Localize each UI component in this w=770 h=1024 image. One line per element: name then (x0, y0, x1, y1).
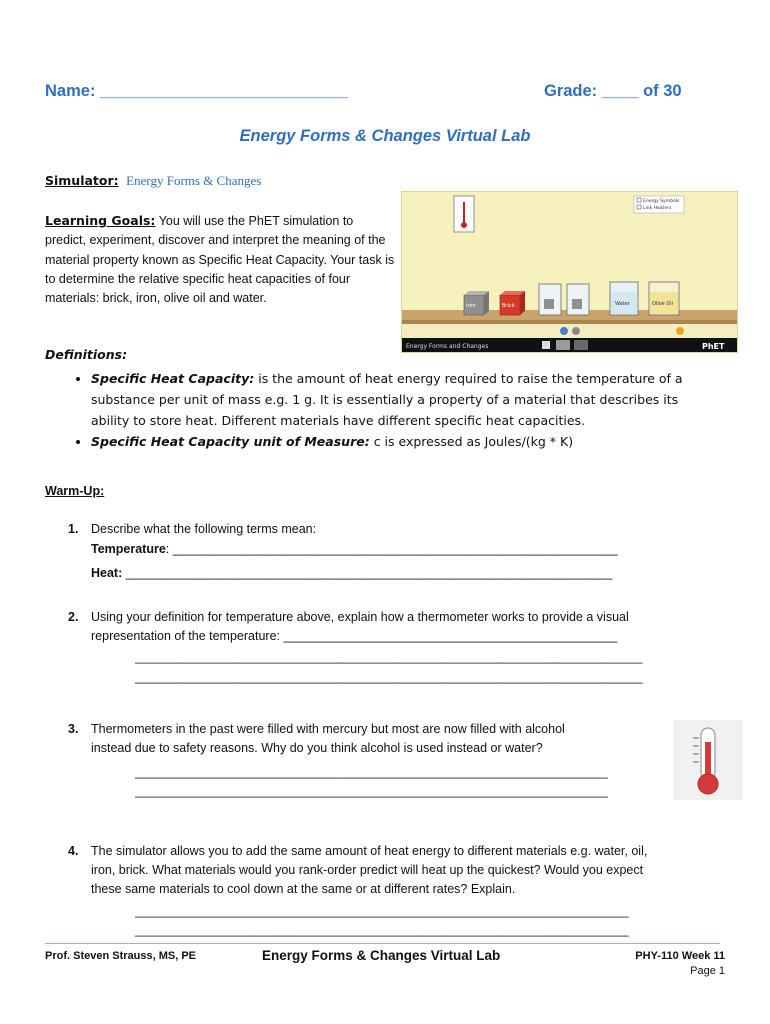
heat-blank: ______________________________________________________________________ (122, 566, 613, 580)
reset-icon (676, 327, 684, 335)
footer-title: Energy Forms & Changes Virtual Lab (262, 948, 501, 963)
play-pause-icon (560, 327, 568, 335)
answer-line[interactable]: _________________________________________________________________________ (135, 670, 643, 684)
definitions-label: Definitions: (45, 347, 128, 362)
grade-label: Grade: (544, 82, 598, 100)
question-text: instead due to safety reasons. Why do you think alcohol is used instead or water? (91, 741, 543, 755)
temperature-answer-line[interactable] (91, 540, 618, 560)
olive-oil-label: Olive Oil (652, 301, 674, 307)
screen-thumb-2 (574, 340, 588, 350)
question-number: 3. (68, 722, 79, 736)
question-text: Describe what the following terms mean: (91, 522, 317, 536)
footer-divider (45, 943, 720, 944)
definition-term: Specific Heat Capacity unit of Measure: (91, 434, 370, 449)
answer-line[interactable]: _______________________________________________________________________ (135, 904, 629, 918)
answer-line[interactable]: ____________________________________________________________________ (135, 765, 608, 779)
definition-item (91, 368, 713, 431)
footer-author: Prof. Steven Strauss, MS, PE (45, 950, 196, 962)
water-label: Water (615, 301, 630, 307)
grade-field (544, 82, 682, 101)
step-icon (572, 327, 580, 335)
question-text: Thermometers in the past were filled with mercury but most are now filled with alcohol (91, 722, 565, 736)
definition-text: c is expressed as Joules/(kg * K) (373, 434, 574, 449)
question-text: iron, brick. What materials would you rank-order predict will heat up the quickest? Would you expect (91, 863, 644, 877)
energy-symbols-label: Energy Symbols (643, 199, 680, 204)
footer-course: PHY-110 Week 11 (635, 950, 725, 962)
learning-goals (45, 211, 395, 308)
link-heaters-label: Link Heaters (643, 206, 672, 211)
page-title: Energy Forms & Changes Virtual Lab (239, 127, 531, 145)
grade-blank: ____ (601, 82, 639, 100)
simulator-row (45, 173, 261, 189)
name-label: Name: (45, 82, 96, 100)
sim-bottom-title: Energy Forms and Changes (406, 343, 489, 350)
simulation-screenshot (401, 191, 738, 353)
heat-label: Heat: (91, 566, 123, 580)
question-number: 4. (68, 844, 79, 858)
definition-item (91, 431, 713, 452)
temperature-label: Temperature (91, 542, 166, 556)
name-field (45, 82, 348, 101)
learning-goals-label: Learning Goals: (45, 213, 156, 228)
question-number: 2. (68, 610, 79, 624)
definitions-list (63, 368, 713, 452)
question-text: The simulator allows you to add the same amount of heat energy to different materials e.g. water, oil, (91, 844, 648, 858)
learning-goals-text: You will use the PhET simulation to predict, experiment, discover and interpret the meaning of the material property known as Specific Heat Capacity. Your task is to determine the relative specific heat capacities of four materials: brick, iron, olive oil and water. (45, 214, 395, 306)
definition-term: Specific Heat Capacity: (91, 371, 255, 386)
simulator-label: Simulator: (45, 173, 119, 188)
heat-answer-line[interactable] (91, 564, 612, 584)
brick-label: Brick (502, 303, 515, 309)
answer-line[interactable]: _______________________________________________________________________ (135, 923, 629, 937)
temperature-blank: : ________________________________________________________________ (165, 542, 618, 556)
iron-label: Iron (466, 303, 476, 309)
screen-thumb-1 (556, 340, 570, 350)
simulation-scene (402, 192, 737, 352)
footer-page-number: Page 1 (690, 965, 725, 977)
grade-suffix: of 30 (643, 82, 682, 100)
name-blank: ___________________________ (100, 82, 348, 100)
question-text: Using your definition for temperature above, explain how a thermometer works to provide a visual (91, 610, 629, 624)
thermometer-icon (673, 720, 743, 800)
warmup-label: Warm-Up: (45, 484, 105, 498)
question-number: 1. (68, 522, 79, 536)
question-text: these same materials to cool down at the same or at different rates? Explain. (91, 882, 516, 896)
simulator-link[interactable]: Energy Forms & Changes (126, 173, 262, 188)
answer-line[interactable]: ____________________________________________________________________ (135, 784, 608, 798)
thermometer-illustration (673, 720, 743, 800)
definition-text: is the amount of heat energy required to raise the temperature of a substance per unit of mass e.g. 1 g. It is essentially a property of a material that describes its ability to store heat. Different materials have different specific heat capacities. (91, 371, 683, 428)
answer-line[interactable]: _________________________________________________________________________ (135, 650, 643, 664)
phet-logo: PhET (702, 342, 725, 351)
question-text-answer-line[interactable]: representation of the temperature: ________________________________________________ (91, 629, 618, 643)
home-icon (542, 341, 550, 349)
